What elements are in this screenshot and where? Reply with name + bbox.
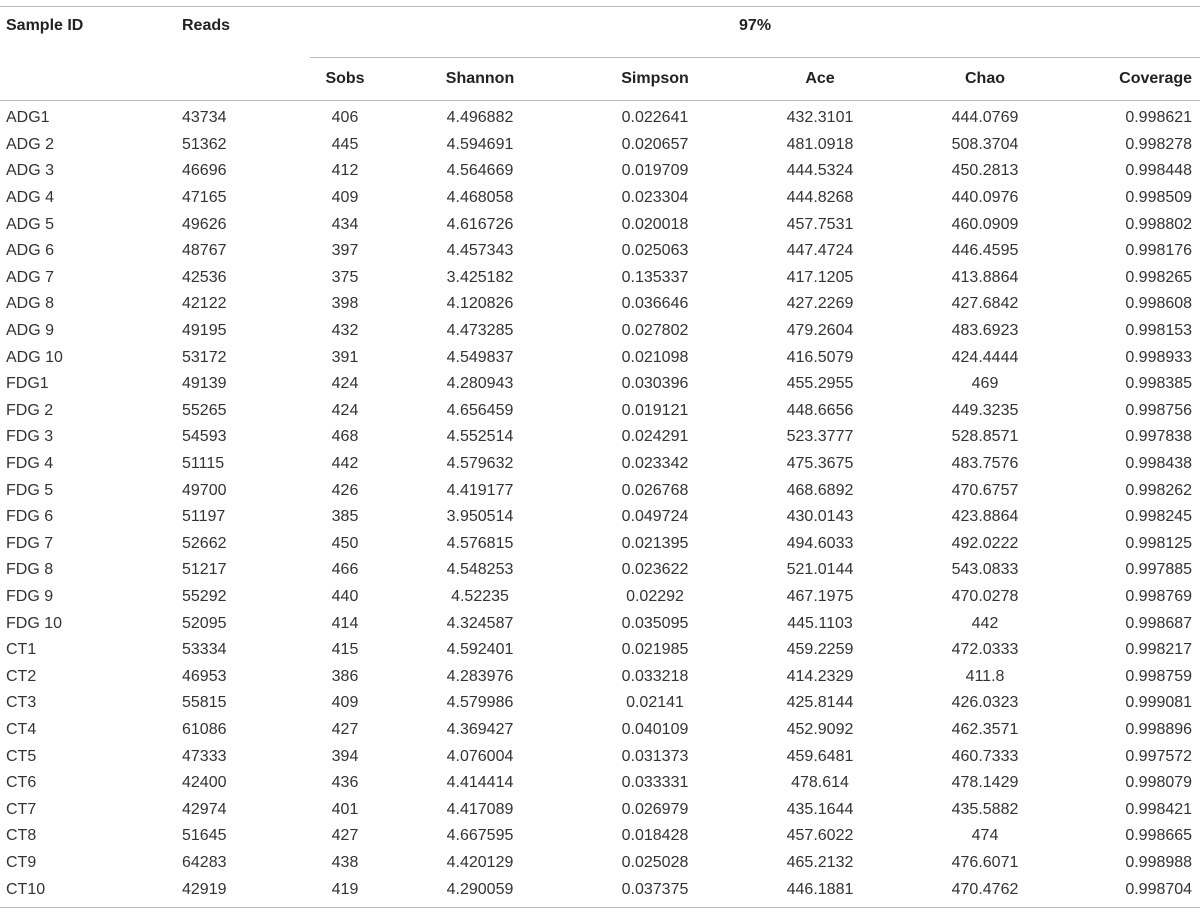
table-row	[0, 850, 1200, 877]
alpha-diversity-table	[0, 6, 1200, 908]
cell-sobs: 427	[331, 827, 359, 845]
cell-sobs: 414	[331, 614, 359, 632]
cell-ace: 446.1881	[730, 876, 910, 907]
cell-coverage: 0.998448	[1125, 162, 1193, 180]
cell-shannon: 4.496882	[446, 109, 514, 127]
table-row	[0, 398, 1200, 425]
table-row	[0, 690, 1200, 717]
cell-sobs: 386	[331, 667, 359, 685]
cell-chao: 423.8864	[951, 508, 1019, 526]
cell-sample-id: FDG 10	[6, 614, 63, 632]
cell-chao: 483.7576	[951, 455, 1019, 473]
cell-shannon: 4.120826	[446, 295, 514, 313]
cell-sobs: 394	[331, 747, 359, 765]
table-row	[0, 557, 1200, 584]
header-spacer-reads	[170, 58, 310, 101]
cell-chao: 469	[971, 375, 999, 393]
cell-ace: 445.1103	[787, 614, 853, 632]
cell-simpson: 0.026979	[621, 800, 689, 818]
cell-chao: 474	[971, 827, 999, 845]
cell-ace: 459.2259	[786, 641, 854, 659]
cell-reads: 42122	[182, 295, 227, 313]
cell-chao: 442	[971, 614, 999, 632]
cell-simpson: 0.030396	[621, 375, 689, 393]
cell-simpson: 0.037375	[580, 876, 730, 907]
cell-coverage: 0.998265	[1125, 268, 1193, 286]
cell-sample-id: ADG 2	[6, 135, 55, 153]
cell-shannon: 3.425182	[446, 268, 514, 286]
cell-sample-id: ADG 9	[6, 322, 55, 340]
table-row	[0, 531, 1200, 558]
cell-sample-id: CT7	[6, 800, 37, 818]
cell-sample-id: ADG 8	[6, 295, 55, 313]
cell-ace: 452.9092	[786, 720, 854, 738]
cell-simpson: 0.049724	[621, 508, 689, 526]
cell-sobs: 409	[331, 694, 359, 712]
cell-chao: 470.6757	[951, 481, 1019, 499]
cell-ace: 457.6022	[786, 827, 854, 845]
cell-sobs: 438	[331, 853, 359, 871]
cell-sample-id: FDG 5	[6, 481, 54, 499]
table-row	[0, 318, 1200, 345]
cell-ace: 523.3777	[786, 428, 854, 446]
cell-simpson: 0.024291	[621, 428, 689, 446]
cell-coverage: 0.998933	[1125, 348, 1193, 366]
cell-reads: 49195	[182, 322, 227, 340]
cell-chao: 470.4762	[910, 876, 1060, 907]
cell-simpson: 0.022641	[621, 109, 689, 127]
cell-sobs: 398	[331, 295, 359, 313]
cell-reads: 51645	[182, 827, 227, 845]
cell-chao: 450.2813	[951, 162, 1019, 180]
cell-coverage: 0.999081	[1125, 694, 1193, 712]
cell-sobs: 412	[331, 162, 359, 180]
cell-coverage: 0.998421	[1125, 800, 1193, 818]
cell-sample-id: CT3	[6, 694, 37, 712]
table-row	[0, 211, 1200, 238]
cell-ace: 459.6481	[786, 747, 854, 765]
cell-chao: 528.8571	[951, 428, 1019, 446]
header-group-97-percent: 97%	[310, 7, 1200, 58]
cell-sample-id: ADG 10	[6, 348, 63, 366]
cell-shannon: 4.473285	[446, 322, 514, 340]
cell-sample-id: CT4	[6, 720, 37, 738]
cell-simpson: 0.018428	[621, 827, 689, 845]
cell-ace: 448.6656	[786, 401, 854, 419]
cell-shannon: 4.280943	[446, 375, 514, 393]
table-row	[0, 344, 1200, 371]
cell-coverage: 0.998756	[1125, 401, 1193, 419]
cell-chao: 413.8864	[951, 268, 1019, 286]
cell-shannon: 4.420129	[446, 853, 514, 871]
cell-simpson: 0.033218	[621, 667, 689, 685]
cell-sobs: 442	[331, 455, 359, 473]
cell-coverage: 0.998125	[1125, 534, 1193, 552]
table-body	[0, 101, 1200, 908]
cell-sample-id: CT8	[6, 827, 37, 845]
cell-ace: 425.8144	[786, 694, 854, 712]
cell-ace: 444.8268	[786, 189, 854, 207]
cell-ace: 444.5324	[786, 162, 854, 180]
cell-ace: 479.2604	[786, 322, 854, 340]
table-row	[0, 291, 1200, 318]
cell-ace: 478.614	[791, 774, 849, 792]
cell-simpson: 0.020018	[621, 215, 689, 233]
cell-ace: 435.1644	[786, 800, 854, 818]
cell-shannon: 4.594691	[446, 135, 514, 153]
cell-reads: 42536	[182, 268, 227, 286]
cell-shannon: 4.667595	[446, 827, 514, 845]
cell-sobs: 424	[331, 375, 359, 393]
cell-simpson: 0.025063	[621, 242, 689, 260]
cell-reads: 48767	[182, 242, 227, 260]
cell-chao: 427.6842	[951, 295, 1019, 313]
cell-sample-id: FDG 3	[6, 428, 54, 446]
cell-sobs: 445	[331, 135, 359, 153]
cell-chao: 478.1429	[951, 774, 1019, 792]
cell-sample-id: FDG 7	[6, 534, 54, 552]
cell-sobs: 419	[310, 876, 380, 907]
cell-chao: 426.0323	[951, 694, 1019, 712]
table-row	[0, 238, 1200, 265]
cell-ace: 414.2329	[786, 667, 854, 685]
cell-chao: 440.0976	[951, 189, 1019, 207]
cell-simpson: 0.02292	[626, 587, 684, 605]
cell-coverage: 0.998262	[1125, 481, 1193, 499]
cell-reads: 53334	[182, 641, 227, 659]
cell-coverage: 0.998988	[1125, 853, 1193, 871]
cell-sample-id: ADG 3	[6, 162, 55, 180]
cell-simpson: 0.019121	[621, 401, 689, 419]
cell-sample-id: CT9	[6, 853, 37, 871]
cell-reads: 49626	[182, 215, 227, 233]
table-row	[0, 584, 1200, 611]
cell-reads: 53172	[182, 348, 227, 366]
cell-shannon: 4.290059	[380, 876, 580, 907]
cell-simpson: 0.023342	[621, 455, 689, 473]
cell-coverage: 0.998278	[1125, 135, 1193, 153]
header-sobs: Sobs	[310, 58, 380, 101]
cell-sobs: 466	[331, 561, 359, 579]
cell-sample-id: FDG 8	[6, 561, 54, 579]
cell-reads: 55815	[182, 694, 227, 712]
cell-coverage: 0.998704	[1060, 876, 1200, 907]
cell-sobs: 468	[331, 428, 359, 446]
cell-sample-id: FDG 9	[6, 587, 54, 605]
cell-coverage: 0.997885	[1125, 561, 1193, 579]
cell-shannon: 4.52235	[451, 587, 509, 605]
cell-reads: 54593	[182, 428, 227, 446]
cell-chao: 508.3704	[951, 135, 1019, 153]
cell-sample-id: FDG1	[6, 375, 49, 393]
cell-coverage: 0.998438	[1125, 455, 1193, 473]
header-row-metrics	[0, 58, 1200, 101]
cell-shannon: 4.548253	[446, 561, 514, 579]
cell-shannon: 4.468058	[446, 189, 514, 207]
cell-sobs: 427	[331, 720, 359, 738]
cell-chao: 543.0833	[951, 561, 1019, 579]
cell-chao: 460.7333	[951, 747, 1019, 765]
table-row	[0, 158, 1200, 185]
cell-reads: 49700	[182, 481, 227, 499]
cell-coverage: 0.998509	[1125, 189, 1193, 207]
cell-coverage: 0.998896	[1125, 720, 1193, 738]
table-row	[0, 371, 1200, 398]
header-coverage: Coverage	[1060, 58, 1200, 101]
cell-reads: 42919	[170, 876, 310, 907]
table-row	[0, 610, 1200, 637]
cell-coverage: 0.997572	[1125, 747, 1193, 765]
cell-sobs: 434	[331, 215, 359, 233]
table-row	[0, 823, 1200, 850]
cell-chao: 449.3235	[951, 401, 1019, 419]
cell-simpson: 0.019709	[621, 162, 689, 180]
cell-ace: 432.3101	[786, 109, 854, 127]
table-row	[0, 424, 1200, 451]
cell-shannon: 4.564669	[446, 162, 514, 180]
table-row	[0, 796, 1200, 823]
cell-shannon: 4.414414	[446, 774, 514, 792]
cell-shannon: 4.656459	[446, 401, 514, 419]
cell-coverage: 0.997838	[1125, 428, 1193, 446]
cell-coverage: 0.998665	[1125, 827, 1193, 845]
cell-chao: 411.8	[965, 667, 1005, 685]
header-row-group	[0, 7, 1200, 58]
cell-reads: 47333	[182, 747, 227, 765]
cell-ace: 427.2269	[786, 295, 854, 313]
cell-sobs: 375	[331, 268, 359, 286]
cell-simpson: 0.021395	[621, 534, 689, 552]
cell-reads: 51115	[182, 455, 225, 473]
cell-simpson: 0.02141	[626, 694, 684, 712]
cell-simpson: 0.026768	[621, 481, 689, 499]
cell-sample-id: CT10	[0, 876, 170, 907]
cell-reads: 52095	[182, 614, 227, 632]
table-row	[0, 717, 1200, 744]
cell-shannon: 4.417089	[446, 800, 514, 818]
cell-ace: 447.4724	[786, 242, 854, 260]
cell-chao: 472.0333	[951, 641, 1019, 659]
cell-reads: 55265	[182, 401, 227, 419]
cell-sobs: 440	[331, 587, 359, 605]
cell-shannon: 4.324587	[446, 614, 514, 632]
cell-sample-id: ADG 6	[6, 242, 55, 260]
cell-sample-id: FDG 6	[6, 508, 54, 526]
cell-coverage: 0.998608	[1125, 295, 1193, 313]
cell-shannon: 4.616726	[446, 215, 514, 233]
cell-shannon: 4.576815	[446, 534, 514, 552]
cell-sample-id: FDG 2	[6, 401, 54, 419]
cell-sample-id: FDG 4	[6, 455, 54, 473]
cell-reads: 42400	[182, 774, 227, 792]
cell-chao: 435.5882	[951, 800, 1019, 818]
cell-ace: 467.1975	[786, 587, 854, 605]
cell-ace: 416.5079	[786, 348, 854, 366]
cell-simpson: 0.021098	[621, 348, 689, 366]
cell-shannon: 4.579986	[446, 694, 514, 712]
cell-shannon: 3.950514	[446, 508, 514, 526]
cell-reads: 43734	[182, 109, 227, 127]
cell-shannon: 4.552514	[446, 428, 514, 446]
cell-chao: 424.4444	[951, 348, 1019, 366]
cell-sample-id: ADG1	[6, 109, 50, 127]
cell-sample-id: CT2	[6, 667, 37, 685]
cell-simpson: 0.025028	[621, 853, 689, 871]
cell-shannon: 4.283976	[446, 667, 514, 685]
cell-chao: 446.4595	[951, 242, 1019, 260]
cell-ace: 481.0918	[786, 135, 854, 153]
cell-reads: 61086	[182, 720, 227, 738]
cell-chao: 483.6923	[951, 322, 1019, 340]
cell-ace: 468.6892	[786, 481, 854, 499]
cell-reads: 51197	[182, 508, 226, 526]
header-reads: Reads	[170, 7, 310, 58]
cell-ace: 494.6033	[786, 534, 854, 552]
cell-shannon: 4.076004	[446, 747, 514, 765]
cell-reads: 64283	[182, 853, 227, 871]
cell-coverage: 0.998769	[1125, 587, 1193, 605]
cell-sample-id: ADG 4	[6, 189, 55, 207]
cell-simpson: 0.023304	[621, 189, 689, 207]
table-row	[0, 451, 1200, 478]
header-chao: Chao	[910, 58, 1060, 101]
cell-sobs: 426	[331, 481, 359, 499]
cell-coverage: 0.998385	[1125, 375, 1193, 393]
cell-sobs: 409	[331, 189, 359, 207]
cell-shannon: 4.419177	[446, 481, 514, 499]
cell-sobs: 432	[331, 322, 359, 340]
cell-simpson: 0.033331	[621, 774, 689, 792]
table-row	[0, 265, 1200, 292]
table-row	[0, 770, 1200, 797]
cell-sobs: 424	[331, 401, 359, 419]
cell-reads: 46696	[182, 162, 227, 180]
cell-shannon: 4.549837	[446, 348, 514, 366]
cell-ace: 417.1205	[786, 268, 854, 286]
cell-sample-id: ADG 7	[6, 268, 55, 286]
cell-chao: 460.0909	[951, 215, 1019, 233]
cell-coverage: 0.998687	[1125, 614, 1193, 632]
cell-shannon: 4.369427	[446, 720, 514, 738]
cell-sobs: 450	[331, 534, 359, 552]
cell-ace: 457.7531	[786, 215, 854, 233]
cell-sample-id: CT1	[6, 641, 37, 659]
header-shannon: Shannon	[380, 58, 580, 101]
cell-shannon: 4.457343	[446, 242, 514, 260]
table-row	[0, 101, 1200, 132]
cell-coverage: 0.998217	[1125, 641, 1193, 659]
header-ace: Ace	[730, 58, 910, 101]
cell-coverage: 0.998621	[1125, 109, 1193, 127]
cell-sobs: 401	[331, 800, 359, 818]
cell-reads: 51362	[182, 135, 227, 153]
cell-simpson: 0.021985	[621, 641, 689, 659]
table-row	[0, 477, 1200, 504]
cell-sobs: 406	[331, 109, 359, 127]
table-row	[0, 132, 1200, 159]
cell-coverage: 0.998759	[1125, 667, 1193, 685]
cell-sample-id: CT5	[6, 747, 37, 765]
cell-simpson: 0.020657	[621, 135, 689, 153]
cell-sample-id: CT6	[6, 774, 37, 792]
cell-chao: 470.0278	[951, 587, 1019, 605]
cell-ace: 521.0144	[786, 561, 854, 579]
cell-ace: 430.0143	[786, 508, 854, 526]
table-header	[0, 7, 1200, 101]
cell-reads: 55292	[182, 587, 227, 605]
cell-reads: 47165	[182, 189, 227, 207]
cell-ace: 465.2132	[786, 853, 854, 871]
header-sample-id: Sample ID	[0, 7, 170, 58]
cell-chao: 476.6071	[951, 853, 1019, 871]
table-row	[0, 743, 1200, 770]
cell-reads: 42974	[182, 800, 227, 818]
table-row	[0, 663, 1200, 690]
cell-simpson: 0.040109	[621, 720, 689, 738]
cell-simpson: 0.035095	[621, 614, 689, 632]
header-simpson: Simpson	[580, 58, 730, 101]
header-spacer-id	[0, 58, 170, 101]
cell-simpson: 0.023622	[621, 561, 689, 579]
table-row	[0, 637, 1200, 664]
cell-reads: 49139	[182, 375, 227, 393]
cell-sobs: 415	[331, 641, 359, 659]
cell-coverage: 0.998245	[1125, 508, 1193, 526]
cell-chao: 492.0222	[951, 534, 1019, 552]
cell-coverage: 0.998176	[1125, 242, 1193, 260]
cell-reads: 46953	[182, 667, 227, 685]
cell-sobs: 391	[331, 348, 359, 366]
cell-simpson: 0.031373	[621, 747, 689, 765]
cell-simpson: 0.135337	[621, 268, 689, 286]
table-row	[0, 185, 1200, 212]
cell-sobs: 436	[331, 774, 359, 792]
cell-sample-id: ADG 5	[6, 215, 55, 233]
cell-shannon: 4.579632	[446, 455, 514, 473]
table-row	[0, 504, 1200, 531]
cell-simpson: 0.036646	[621, 295, 689, 313]
cell-ace: 455.2955	[786, 375, 854, 393]
cell-shannon: 4.592401	[446, 641, 514, 659]
cell-sobs: 397	[331, 242, 359, 260]
cell-coverage: 0.998153	[1125, 322, 1193, 340]
cell-ace: 475.3675	[786, 455, 854, 473]
cell-coverage: 0.998802	[1125, 215, 1193, 233]
cell-sobs: 385	[331, 508, 359, 526]
cell-chao: 462.3571	[951, 720, 1019, 738]
cell-coverage: 0.998079	[1125, 774, 1193, 792]
cell-reads: 52662	[182, 534, 227, 552]
cell-reads: 51217	[182, 561, 227, 579]
cell-chao: 444.0769	[951, 109, 1019, 127]
table-row	[0, 876, 1200, 907]
cell-simpson: 0.027802	[621, 322, 689, 340]
